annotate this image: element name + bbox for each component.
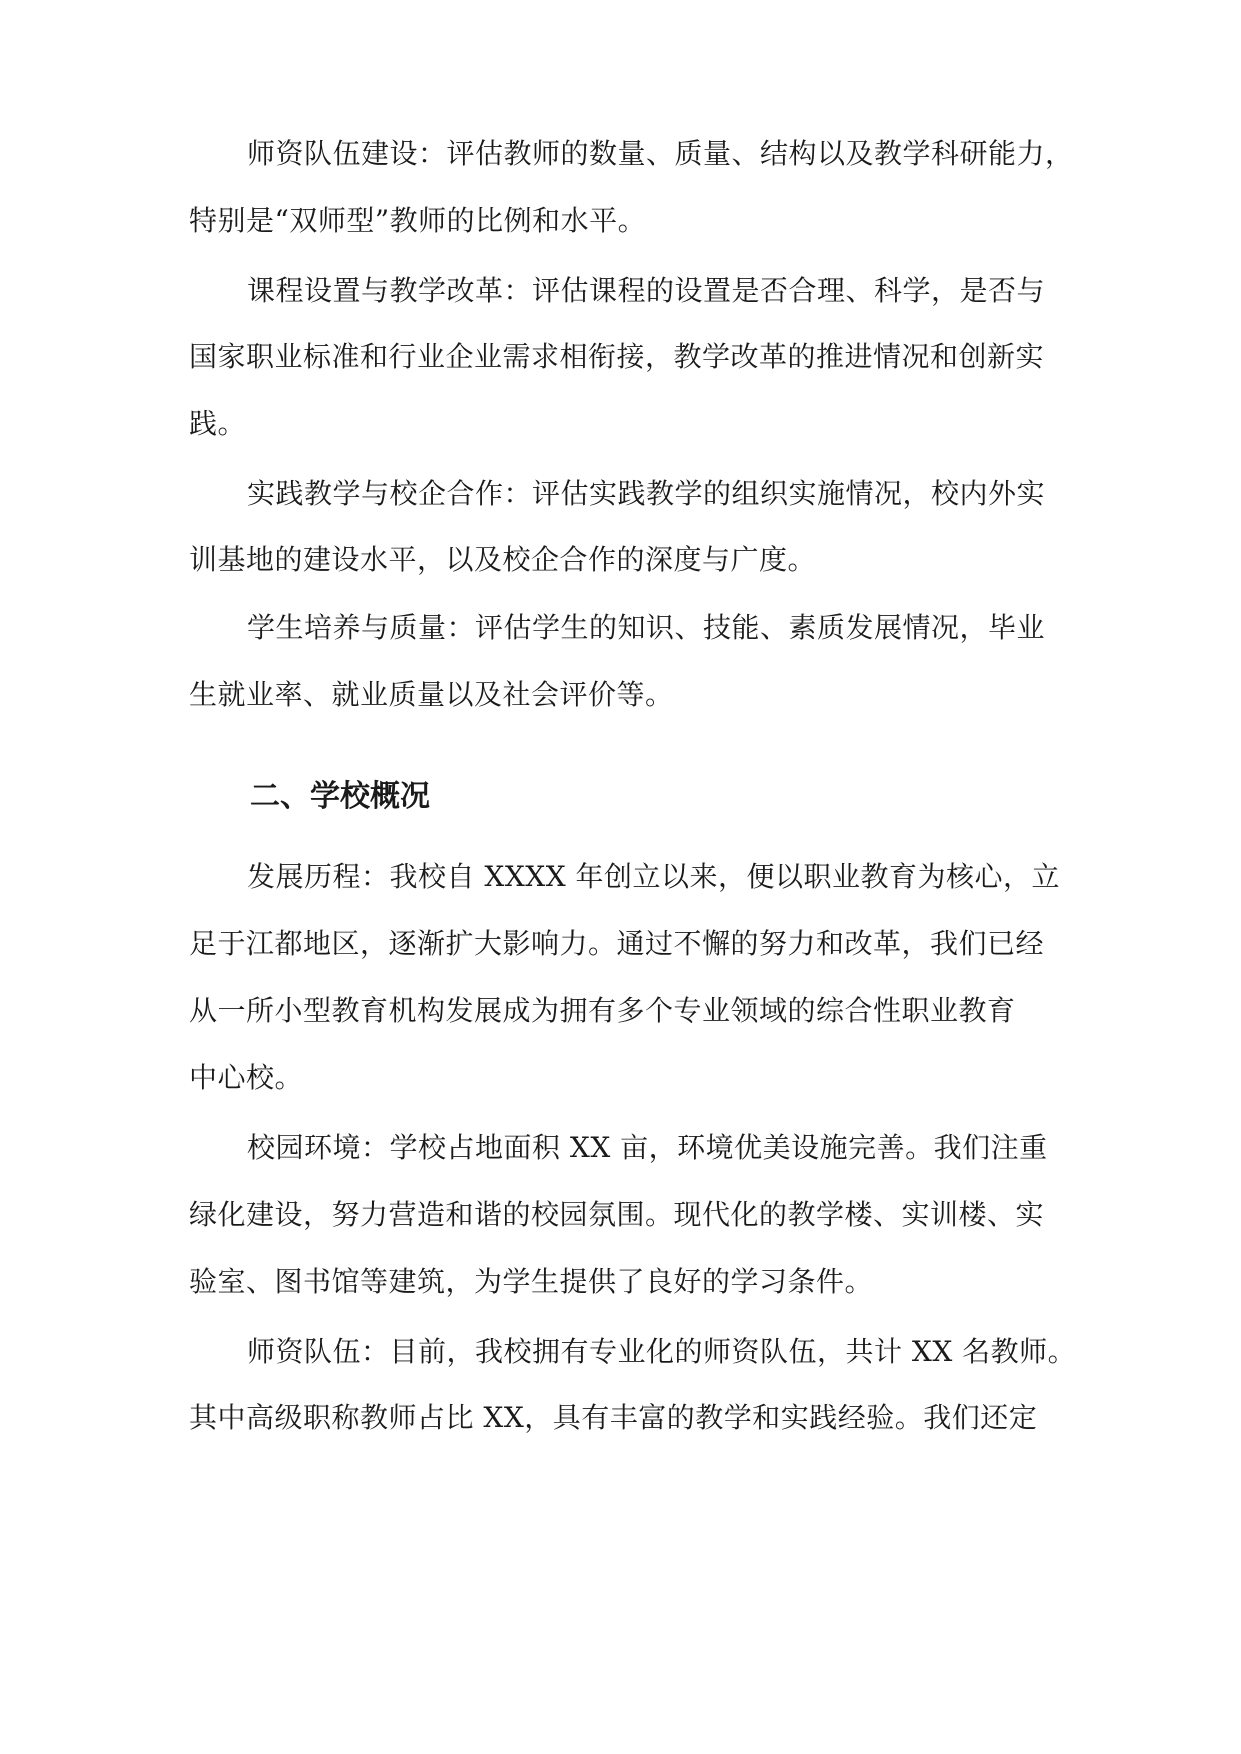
paragraph-line: 绿化建设，努力营造和谐的校园氛围。现代化的教学楼、实训楼、实 bbox=[189, 1198, 1045, 1231]
paragraph-line: 足于江都地区，逐渐扩大影响力。通过不懈的努力和改革，我们已经 bbox=[189, 927, 1045, 960]
paragraph-line: 训基地的建设水平，以及校企合作的深度与广度。 bbox=[189, 543, 817, 576]
paragraph-line: 发展历程：我校自 XXXX 年创立以来，便以职业教育为核心，立 bbox=[247, 860, 1061, 893]
paragraph-line: 生就业率、就业质量以及社会评价等。 bbox=[189, 678, 674, 711]
paragraph-line: 师资队伍：目前，我校拥有专业化的师资队伍，共计 XX 名教师。 bbox=[247, 1335, 1077, 1368]
paragraph-line: 特别是“双师型”教师的比例和水平。 bbox=[189, 204, 647, 237]
paragraph-line: 从一所小型教育机构发展成为拥有多个专业领域的综合性职业教育 bbox=[189, 994, 1016, 1027]
section-heading: 二、学校概况 bbox=[250, 779, 430, 814]
paragraph-line: 校园环境：学校占地面积 XX 亩，环境优美设施完善。我们注重 bbox=[247, 1131, 1048, 1164]
paragraph-line: 验室、图书馆等建筑，为学生提供了良好的学习条件。 bbox=[189, 1265, 874, 1298]
paragraph-line: 国家职业标准和行业企业需求相衔接，教学改革的推进情况和创新实 bbox=[189, 340, 1045, 373]
paragraph-line: 学生培养与质量：评估学生的知识、技能、素质发展情况，毕业 bbox=[247, 611, 1046, 644]
paragraph-line: 实践教学与校企合作：评估实践教学的组织实施情况，校内外实 bbox=[247, 477, 1046, 510]
paragraph-line: 其中高级职称教师占比 XX，具有丰富的教学和实践经验。我们还定 bbox=[189, 1401, 1038, 1434]
paragraph-line: 师资队伍建设：评估教师的数量、质量、结构以及教学科研能力， bbox=[247, 137, 1074, 170]
paragraph-line: 践。 bbox=[189, 407, 247, 440]
paragraph-line: 中心校。 bbox=[189, 1061, 304, 1094]
paragraph-line: 课程设置与教学改革：评估课程的设置是否合理、科学，是否与 bbox=[247, 274, 1046, 307]
